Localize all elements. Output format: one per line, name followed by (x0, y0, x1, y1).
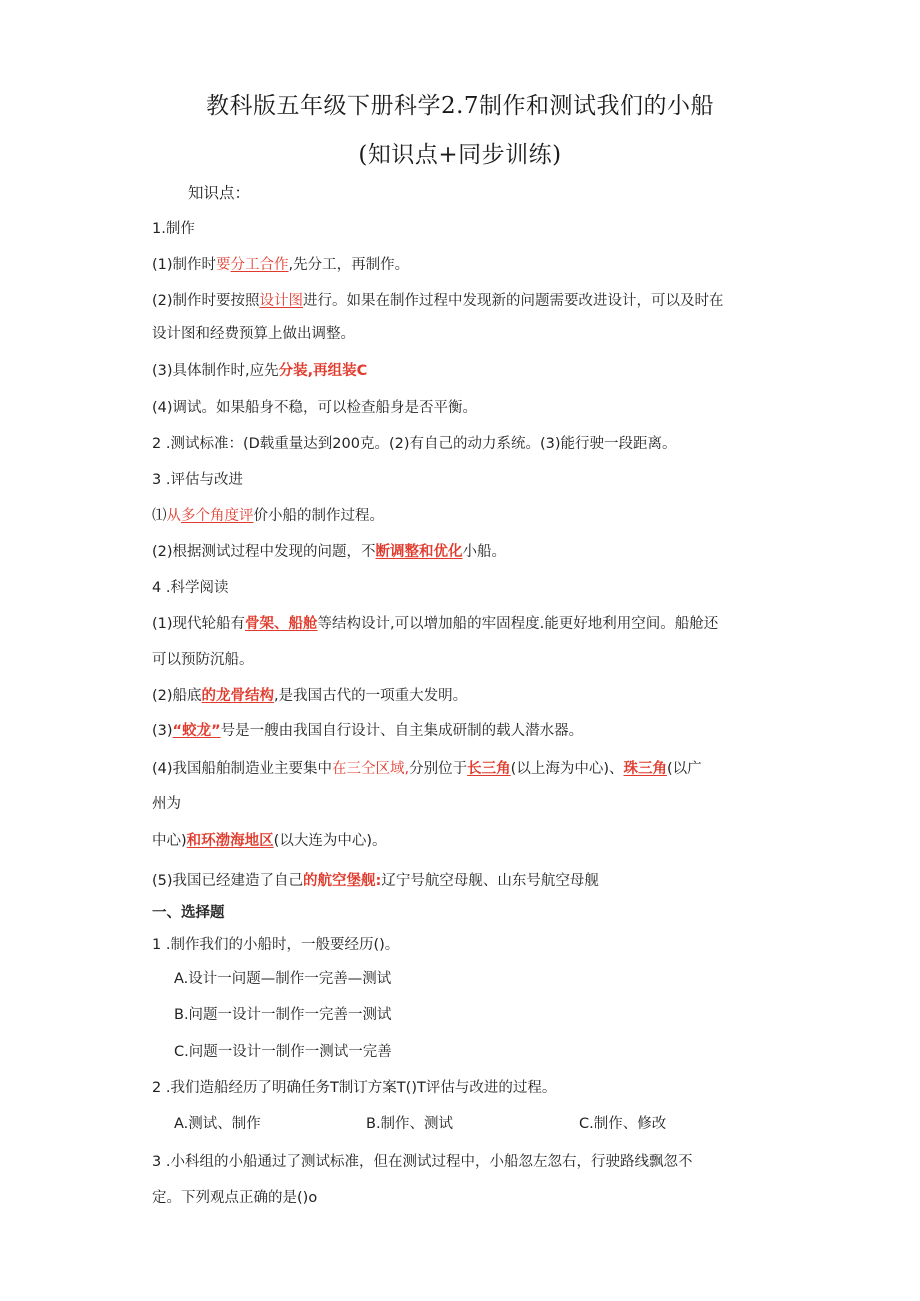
point-4-5: (5)我国已经建造了自己的航空堡舰:辽宁号航空母舰、山东号航空母舰 (152, 873, 599, 889)
point-4-1-cont: 可以预防沉船。 (152, 652, 254, 668)
question-3: 3 .小科组的小船通过了测试标准，但在测试过程中，小船忽左忽右，行驶路线飘忽不 (152, 1154, 693, 1170)
question-1-option-a: A.设计一问题—制作一完善—测试 (174, 971, 392, 987)
point-3-2: (2)根据测试过程中发现的问题，不断调整和优化小船。 (152, 544, 507, 560)
point-4-3: (3)“蛟龙”号是一艘由我国自行设计、自主集成研制的载人潜水器。 (152, 723, 584, 739)
question-2-option-c: C.制作、修改 (579, 1116, 667, 1132)
document-title: 教科版五年级下册科学2.7制作和测试我们的小船 (205, 93, 715, 119)
question-1: 1 .制作我们的小船时，一般要经历()。 (152, 937, 400, 953)
question-1-option-b: B.问题一设计一制作一完善一测试 (174, 1007, 392, 1023)
point-1-2: (2)制作时要按照设计图进行。如果在制作过程中发现新的问题需要改进设计，可以及时在 (152, 293, 724, 309)
point-1-1: (1)制作时要分工合作,先分工，再制作。 (152, 257, 410, 273)
knowledge-heading: 知识点： (188, 184, 251, 202)
point-1-4: (4)调试。如果船身不稳，可以检查船身是否平衡。 (152, 400, 478, 416)
exercise-section-heading: 一、选择题 (152, 905, 225, 921)
point-4-4-end: 中心)和环渤海地区(以大连为中心)。 (152, 833, 387, 849)
point-4-2: (2)船底的龙骨结构,是我国古代的一项重大发明。 (152, 688, 468, 704)
document-subtitle: (知识点+同步训练) (358, 142, 562, 168)
point-1-2-cont: 设计图和经费预算上做出调整。 (152, 326, 355, 342)
section-2-test-standard: 2 .测试标准：(D载重量达到200克。(2)有自己的动力系统。(3)能行驶一段距离。 (152, 436, 677, 452)
section-3-heading: 3 .评估与改进 (152, 472, 243, 488)
question-2-option-a: A.测试、制作 (174, 1116, 261, 1132)
point-4-4-cont: 州为 (152, 796, 181, 812)
section-1-heading: 1.制作 (152, 221, 195, 237)
point-4-1: (1)现代轮船有骨架、船舱等结构设计,可以增加船的牢固程度.能更好地利用空间。船舱还 (152, 616, 719, 632)
question-1-option-c: C.问题一设计一制作一测试一完善 (174, 1044, 392, 1060)
question-2: 2 .我们造船经历了明确任务T制订方案T()T评估与改进的过程。 (152, 1080, 557, 1096)
section-4-heading: 4 .科学阅读 (152, 580, 229, 596)
question-2-option-b: B.制作、测试 (366, 1116, 454, 1132)
point-1-3: (3)具体制作时,应先分装,再组装C (152, 363, 368, 379)
question-3-cont: 定。下列观点正确的是()o (152, 1190, 318, 1206)
point-4-4: (4)我国船舶制造业主要集中在三仝区域,分别位于长三角(以上海为中心)、珠三角(以广 (152, 761, 702, 777)
point-3-1: ⑴从多个角度评价小船的制作过程。 (152, 508, 384, 524)
